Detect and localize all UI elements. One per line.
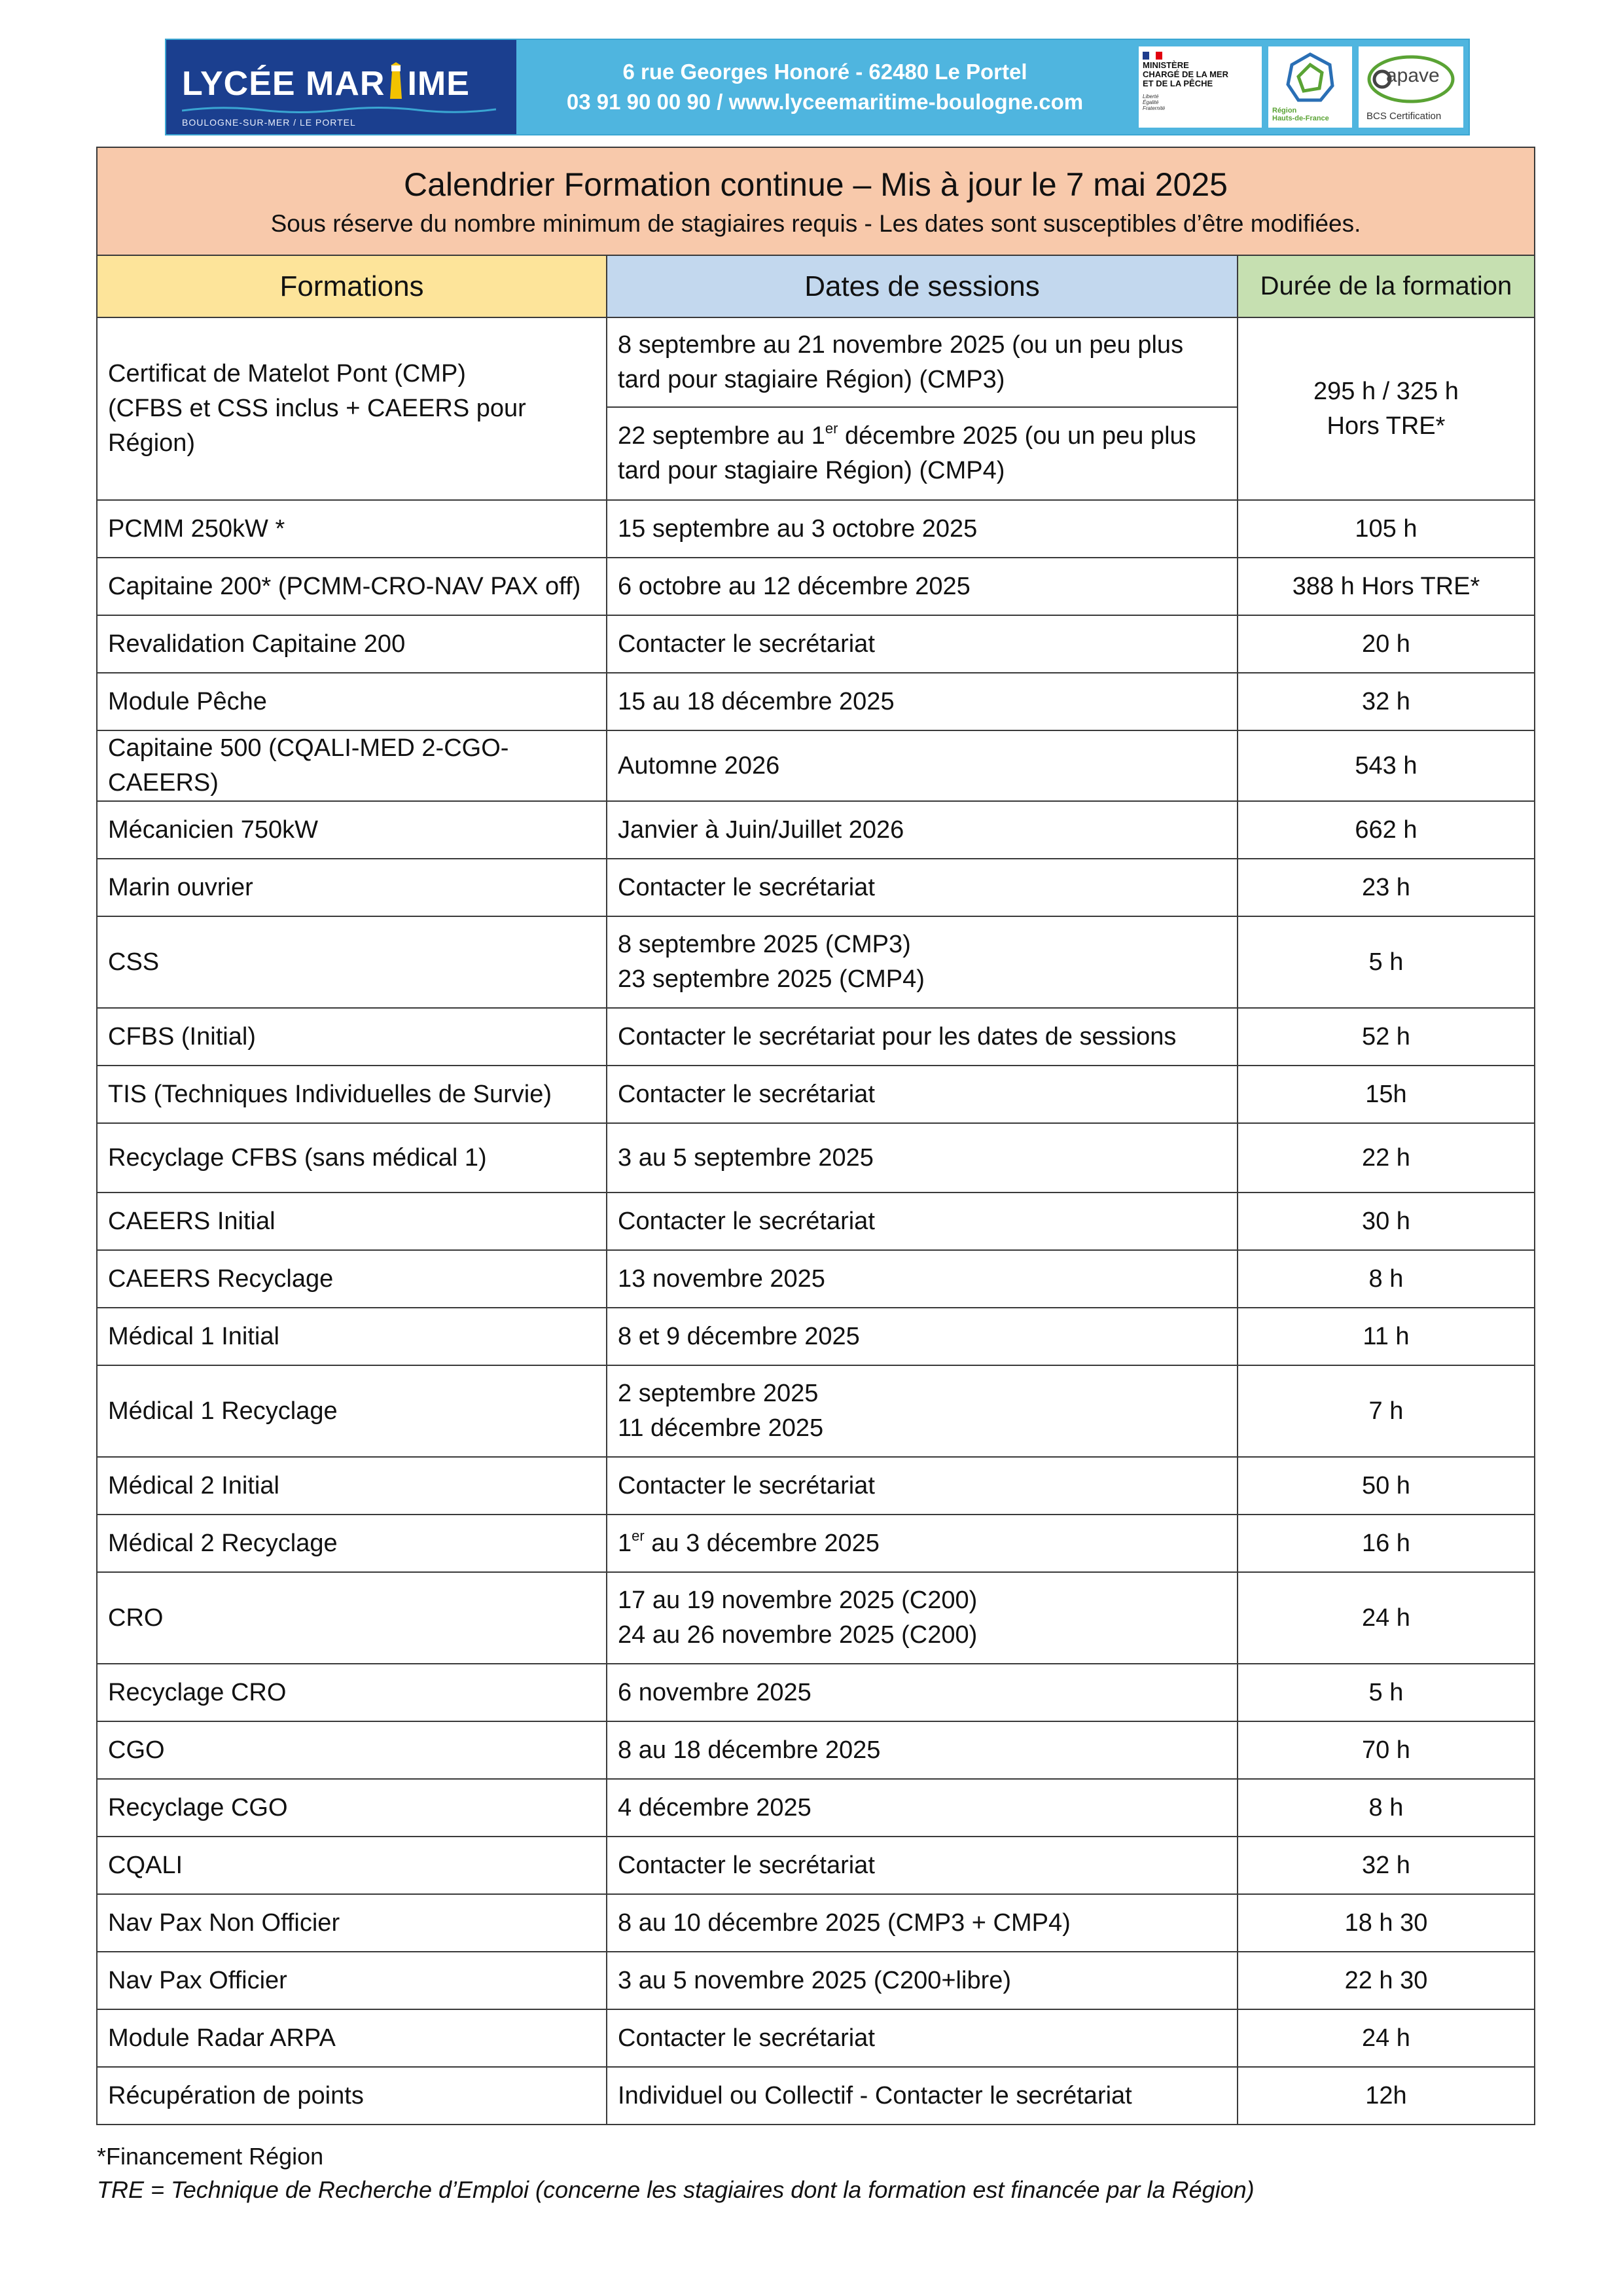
formation-cell: Capitaine 500 (CQALI-MED 2-CGO-CAEERS) [97,730,607,801]
table-row [97,1664,1535,1721]
table-row [97,615,1535,673]
column-header-formations: Formations [97,255,607,317]
formation-cell: PCMM 250kW * [97,500,607,558]
dates-cell: 17 au 19 novembre 2025 (C200) 24 au 26 novembre 2025 (C200) [607,1572,1238,1664]
formation-cell: Recyclage CGO [97,1779,607,1837]
table-row [97,1193,1535,1250]
formation-cell: Nav Pax Officier [97,1952,607,2009]
formation-cell: CAEERS Initial [97,1193,607,1250]
duree-cell: 22 h [1238,1123,1535,1193]
table-row [97,1572,1535,1664]
table-row [97,730,1535,801]
region-logo [1268,46,1352,128]
dates-cell: 2 septembre 2025 11 décembre 2025 [607,1365,1238,1457]
formation-cell: Médical 1 Initial [97,1308,607,1365]
duree-cell: 23 h [1238,859,1535,916]
partner-logos [1133,40,1469,134]
title-cell [97,147,1535,255]
duree-cell: 20 h [1238,615,1535,673]
dates-cell: 8 septembre 2025 (CMP3) 23 septembre 2025 (CMP4) [607,916,1238,1008]
dates-cell: Automne 2026 [607,730,1238,801]
table-row [97,1515,1535,1572]
dates-cell: Contacter le secrétariat [607,1193,1238,1250]
school-logo [166,40,516,134]
dates-cell: 3 au 5 novembre 2025 (C200+libre) [607,1952,1238,2009]
formation-cell: Certificat de Matelot Pont (CMP) (CFBS et CSS inclus + CAEERS pour Région) [97,317,607,500]
column-header-duree: Durée de la formation [1238,255,1535,317]
table-row [97,1250,1535,1308]
dates-cell: Contacter le secrétariat [607,1066,1238,1123]
formation-cell: Médical 1 Recyclage [97,1365,607,1457]
apave-certification: BCS Certification [1366,111,1442,122]
duree-cell: 52 h [1238,1008,1535,1066]
school-name: LYCÉE MAR IME [182,62,470,103]
dates-cell: Individuel ou Collectif - Contacter le secrétariat [607,2067,1238,2125]
dates-cell: Contacter le secrétariat [607,859,1238,916]
dates-cell: 8 septembre au 21 novembre 2025 (ou un peu plus tard pour stagiaire Région) (CMP3) [607,317,1238,407]
table-row [97,1066,1535,1123]
table-row [97,1365,1535,1457]
table-row [97,558,1535,615]
formation-cell: Module Pêche [97,673,607,730]
table-body [97,500,1535,2125]
duree-cell: 50 h [1238,1457,1535,1515]
ministere-name: MINISTÈRE CHARGÉ DE LA MER ET DE LA PÊCHE [1143,60,1228,88]
table-row [97,1008,1535,1066]
duree-cell: 295 h / 325 h Hors TRE* [1238,317,1535,500]
formation-cell: TIS (Techniques Individuelles de Survie) [97,1066,607,1123]
dates-cell: Contacter le secrétariat pour les dates de sessions [607,1008,1238,1066]
lighthouse-icon [386,62,406,99]
apave-logo [1359,46,1463,128]
table-row [97,500,1535,558]
formation-cell: CAEERS Recyclage [97,1250,607,1308]
table-row [97,1952,1535,2009]
training-calendar-table [96,147,1535,2125]
header-row [97,255,1535,317]
page-subtitle: Sous réserve du nombre minimum de stagiaires requis - Les dates sont susceptibles d’être modifiées. [270,209,1361,237]
formation-cell: CFBS (Initial) [97,1008,607,1066]
school-location: BOULOGNE-SUR-MER / LE PORTEL [182,117,356,128]
dates-cell: 15 au 18 décembre 2025 [607,673,1238,730]
formation-cell: Nav Pax Non Officier [97,1894,607,1952]
phone-website: 03 91 90 00 90 / www.lyceemaritime-boulogne.com [566,90,1084,114]
dates-cell: 8 au 10 décembre 2025 (CMP3 + CMP4) [607,1894,1238,1952]
dates-cell: Contacter le secrétariat [607,2009,1238,2067]
footnote-financement: *Financement Région [97,2143,324,2170]
dates-cell: 8 au 18 décembre 2025 [607,1721,1238,1779]
ministere-motto: Liberté Égalité Fraternité [1143,94,1166,111]
dates-cell: 4 décembre 2025 [607,1779,1238,1837]
table-row [97,1123,1535,1193]
duree-cell: 22 h 30 [1238,1952,1535,2009]
duree-cell: 5 h [1238,916,1535,1008]
duree-cell: 70 h [1238,1721,1535,1779]
table-row [97,673,1535,730]
footnote-tre: TRE = Technique de Recherche d’Emploi (concerne les stagiaires dont la formation est financée par la Région) [97,2176,1255,2203]
dates-cell: 6 octobre au 12 décembre 2025 [607,558,1238,615]
dates-cell: Contacter le secrétariat [607,615,1238,673]
duree-cell: 388 h Hors TRE* [1238,558,1535,615]
duree-cell: 8 h [1238,1250,1535,1308]
page-title: Calendrier Formation continue – Mis à jour le 7 mai 2025 [404,166,1228,203]
french-flag-icon [1143,52,1162,60]
region-map-icon [1284,52,1336,104]
dates-cell: Contacter le secrétariat [607,1837,1238,1894]
wave-icon [182,105,496,113]
formation-cell: Médical 2 Initial [97,1457,607,1515]
dates-cell: 13 novembre 2025 [607,1250,1238,1308]
duree-cell: 32 h [1238,1837,1535,1894]
column-header-dates: Dates de sessions [607,255,1238,317]
formation-cell: CRO [97,1572,607,1664]
formation-cell: CSS [97,916,607,1008]
duree-cell: 24 h [1238,2009,1535,2067]
duree-cell: 18 h 30 [1238,1894,1535,1952]
formation-cell: Recyclage CFBS (sans médical 1) [97,1123,607,1193]
table-row [97,1837,1535,1894]
duree-cell: 5 h [1238,1664,1535,1721]
duree-cell: 662 h [1238,801,1535,859]
formation-cell: Recyclage CRO [97,1664,607,1721]
title-row [97,147,1535,255]
formation-cell: Capitaine 200* (PCMM-CRO-NAV PAX off) [97,558,607,615]
region-name: Région Hauts-de-France [1272,107,1329,122]
table-row [97,317,1535,407]
contact-info [516,40,1133,134]
duree-cell: 543 h [1238,730,1535,801]
duree-cell: 30 h [1238,1193,1535,1250]
header-banner [165,39,1470,135]
formation-cell: Médical 2 Recyclage [97,1515,607,1572]
table-row [97,801,1535,859]
formation-cell: CQALI [97,1837,607,1894]
table-row [97,2009,1535,2067]
formation-cell: Récupération de points [97,2067,607,2125]
duree-cell: 24 h [1238,1572,1535,1664]
table-row [97,916,1535,1008]
formation-cell: Module Radar ARPA [97,2009,607,2067]
table-row [97,859,1535,916]
table-row [97,1894,1535,1952]
dates-cell: 6 novembre 2025 [607,1664,1238,1721]
table-row [97,1721,1535,1779]
duree-cell: 8 h [1238,1779,1535,1837]
dates-cell: 22 septembre au 1er décembre 2025 (ou un peu plus tard pour stagiaire Région) (CMP4) [607,407,1238,500]
formation-cell: CGO [97,1721,607,1779]
duree-cell: 32 h [1238,673,1535,730]
formation-cell: Mécanicien 750kW [97,801,607,859]
dates-cell: 3 au 5 septembre 2025 [607,1123,1238,1193]
duree-cell: 16 h [1238,1515,1535,1572]
ministere-logo [1139,46,1262,128]
dates-cell: 8 et 9 décembre 2025 [607,1308,1238,1365]
dates-cell: Janvier à Juin/Juillet 2026 [607,801,1238,859]
duree-cell: 15h [1238,1066,1535,1123]
table-row [97,1308,1535,1365]
duree-cell: 12h [1238,2067,1535,2125]
table-row [97,1779,1535,1837]
duree-cell: 105 h [1238,500,1535,558]
table-row [97,2067,1535,2125]
address: 6 rue Georges Honoré - 62480 Le Portel [622,60,1027,84]
dates-cell: 1er au 3 décembre 2025 [607,1515,1238,1572]
table-row [97,1457,1535,1515]
dates-cell: 15 septembre au 3 octobre 2025 [607,500,1238,558]
duree-cell: 11 h [1238,1308,1535,1365]
formation-cell: Revalidation Capitaine 200 [97,615,607,673]
duree-cell: 7 h [1238,1365,1535,1457]
formation-cell: Marin ouvrier [97,859,607,916]
apave-name: apave [1386,65,1440,86]
dates-cell: Contacter le secrétariat [607,1457,1238,1515]
